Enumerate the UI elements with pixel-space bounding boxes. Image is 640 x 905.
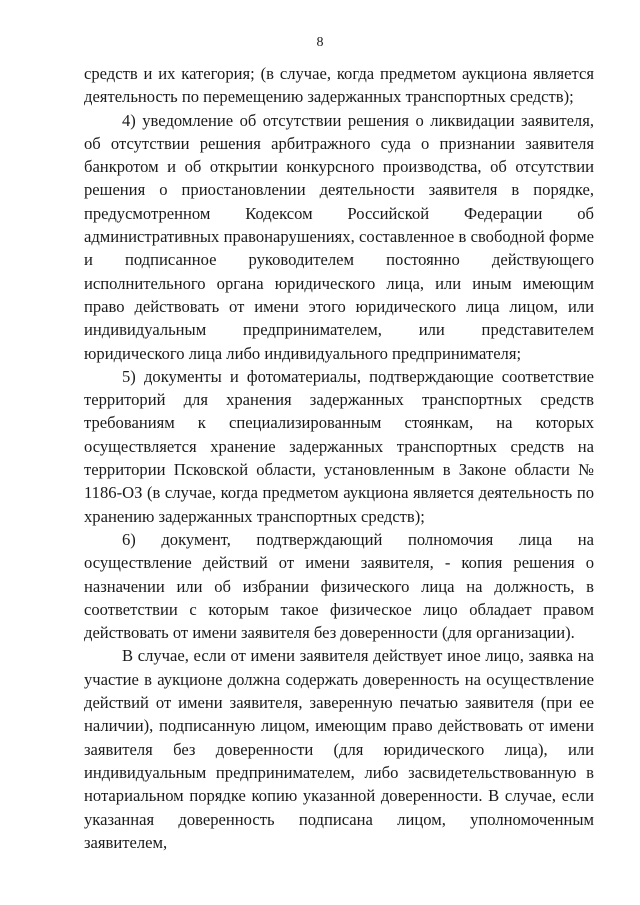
page-number: 8 bbox=[316, 35, 324, 50]
document-body bbox=[84, 62, 594, 854]
paragraph-item-4: 4) уведомление об отсутствии решения о ликвидации заявителя, об отсутствии решения арбитражного суда о признании заявителя банкротом и об открытии конкурсного производства, об отсутствии решения о приостановлении деятельности заявителя в порядке, предусмотренном Кодексом Российской Федерации об административных правонарушениях, составленное в свободной форме и подписанное руководителем постоянно действующего исполнительного органа юридического лица, или иным имеющим право действовать от имени этого юридического лица лицом, или индивидуальным предпринимателем, или представителем юридического лица либо индивидуального предпринимателя; bbox=[84, 110, 594, 363]
paragraph-item-5: 5) документы и фотоматериалы, подтверждающие соответствие территорий для хранения задержанных транспортных средств требованиям к специализированным стоянкам, на которых осуществляется хранение задержанных транспортных средств на территории Псковской области, установленным в Законе области № 1186-ОЗ (в случае, когда предметом аукциона является деятельность по хранению задержанных транспортных средств); bbox=[84, 366, 594, 526]
paragraph-item-6: 6) документ, подтверждающий полномочия лица на осуществление действий от имени заявителя, - копия решения о назначении или об избрании физического лица на должность, в соответствии с которым такое физическое лицо обладает правом действовать от имени заявителя без доверенности (для организации). bbox=[84, 529, 594, 643]
paragraph-power-of-attorney: В случае, если от имени заявителя действует иное лицо, заявка на участие в аукционе должна содержать доверенность на осуществление действий от имени заявителя, заверенную печатью заявителя (при ее наличии), подписанную лицом, имеющим право действовать от имени заявителя без доверенности (для юридического лица), или индивидуальным предпринимателем, либо засвидетельствованную в нотариальном порядке копию указанной доверенности. В случае, если указанная доверенность подписана лицом, уполномоченным заявителем, bbox=[84, 646, 594, 852]
paragraph-continuation: средств и их категория; (в случае, когда предметом аукциона является деятельность по перемещению задержанных транспортных средств); bbox=[84, 64, 594, 107]
